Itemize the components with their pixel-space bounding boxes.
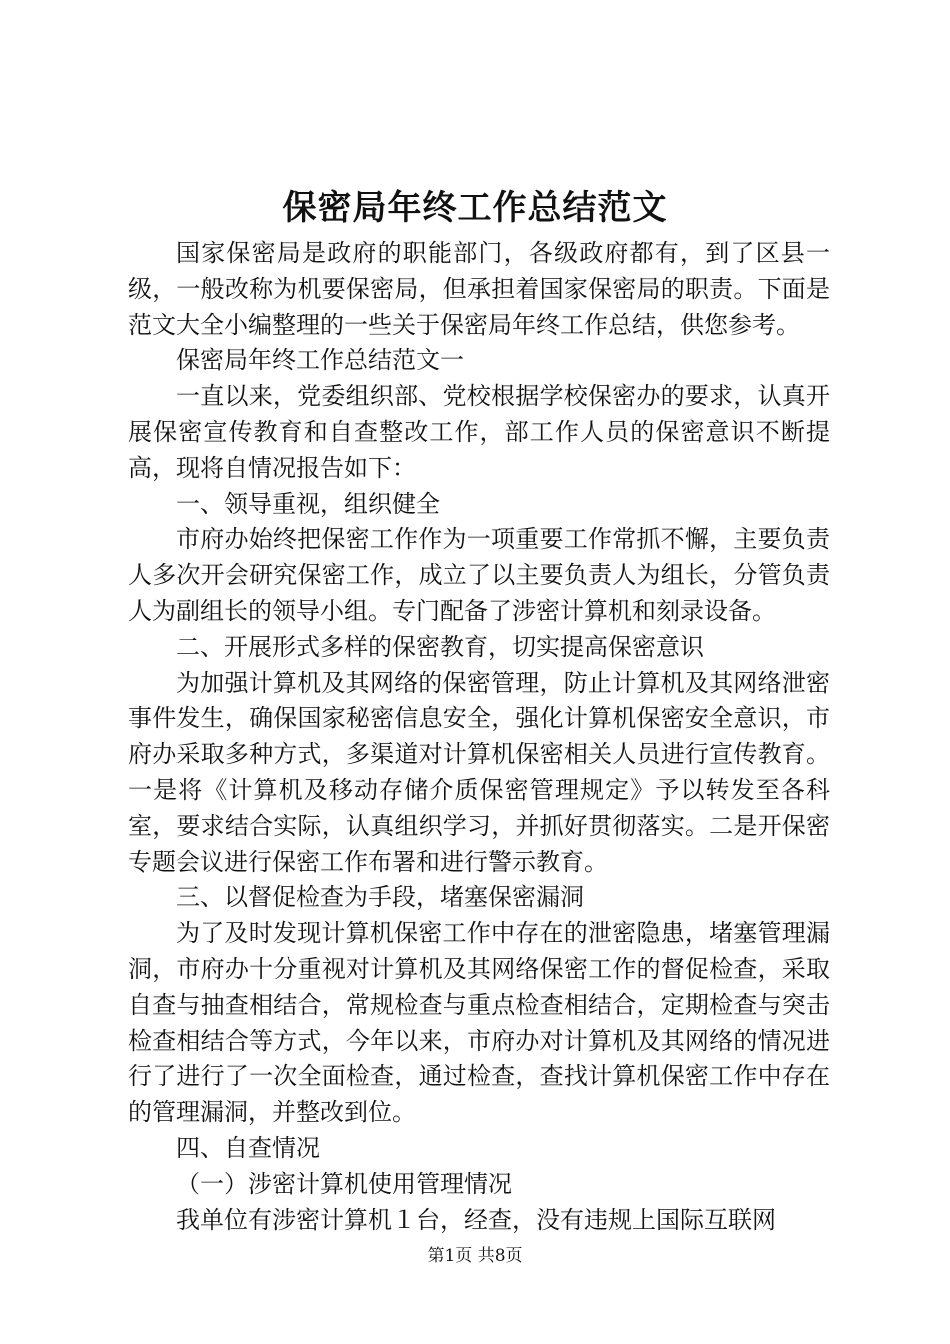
paragraph-inspection: 为了及时发现计算机保密工作中存在的泄密隐患，堵塞管理漏洞，市府办十分重视对计算机及其网络保密工作的督促检查，采取自查与抽查相结合，常规检查与重点检查相结合，定期检查与突击检查相结合等方式，今年以来，市府办对计算机及其网络的情况进行了进行了一次全面检查，通过检查，查找计算机保密工作中存在的管理漏洞，并整改到位。 xyxy=(128,919,830,1127)
paragraph-computer-use: 我单位有涉密计算机１台，经查，没有违规上国际互联网 xyxy=(176,1205,776,1234)
section-heading-self-check: 四、自查情况 xyxy=(176,1133,320,1162)
document-title: 保密局年终工作总结范文 xyxy=(282,188,668,228)
paragraph-education: 为加强计算机及其网络的保密管理，防止计算机及其网络泄密事件发生，确保国家秘密信息安全，强化计算机保密安全意识，市府办采取多种方式，多渠道对计算机保密相关人员进行宣传教育。一是将《计算机及移动存储介质保密管理规定》予以转发至各科室，要求结合实际，认真组织学习，并抓好贯彻落实。二是开保密专题会议进行保密工作布署和进行警示教育。 xyxy=(128,668,830,876)
paragraph-leadership: 市府办始终把保密工作作为一项重要工作常抓不懈，主要负责人多次开会研究保密工作，成立了以主要负责人为组长，分管负责人为副组长的领导小组。专门配备了涉密计算机和刻录设备。 xyxy=(128,525,830,625)
paragraph-intro: 国家保密局是政府的职能部门，各级政府都有，到了区县一级，一般改称为机要保密局，但承担着国家保密局的职责。下面是范文大全小编整理的一些关于保密局年终工作总结，供您参考。 xyxy=(128,239,830,339)
document-body xyxy=(128,236,830,1238)
section-heading-education: 二、开展形式多样的保密教育，切实提高保密意识 xyxy=(176,632,704,661)
paragraph-overview: 一直以来，党委组织部、党校根据学校保密办的要求，认真开展保密宣传教育和自查整改工作，部工作人员的保密意识不断提高，现将自情况报告如下： xyxy=(128,382,830,482)
subsection-heading-computer-use: （一）涉密计算机使用管理情况 xyxy=(176,1169,512,1198)
page-footer: 第1页 共8页 xyxy=(427,1246,523,1266)
section-heading-inspection: 三、以督促检查为手段，堵塞保密漏洞 xyxy=(176,883,584,912)
section-heading-leadership: 一、领导重视，组织健全 xyxy=(176,489,440,518)
section-heading-sample-one: 保密局年终工作总结范文一 xyxy=(176,346,464,375)
